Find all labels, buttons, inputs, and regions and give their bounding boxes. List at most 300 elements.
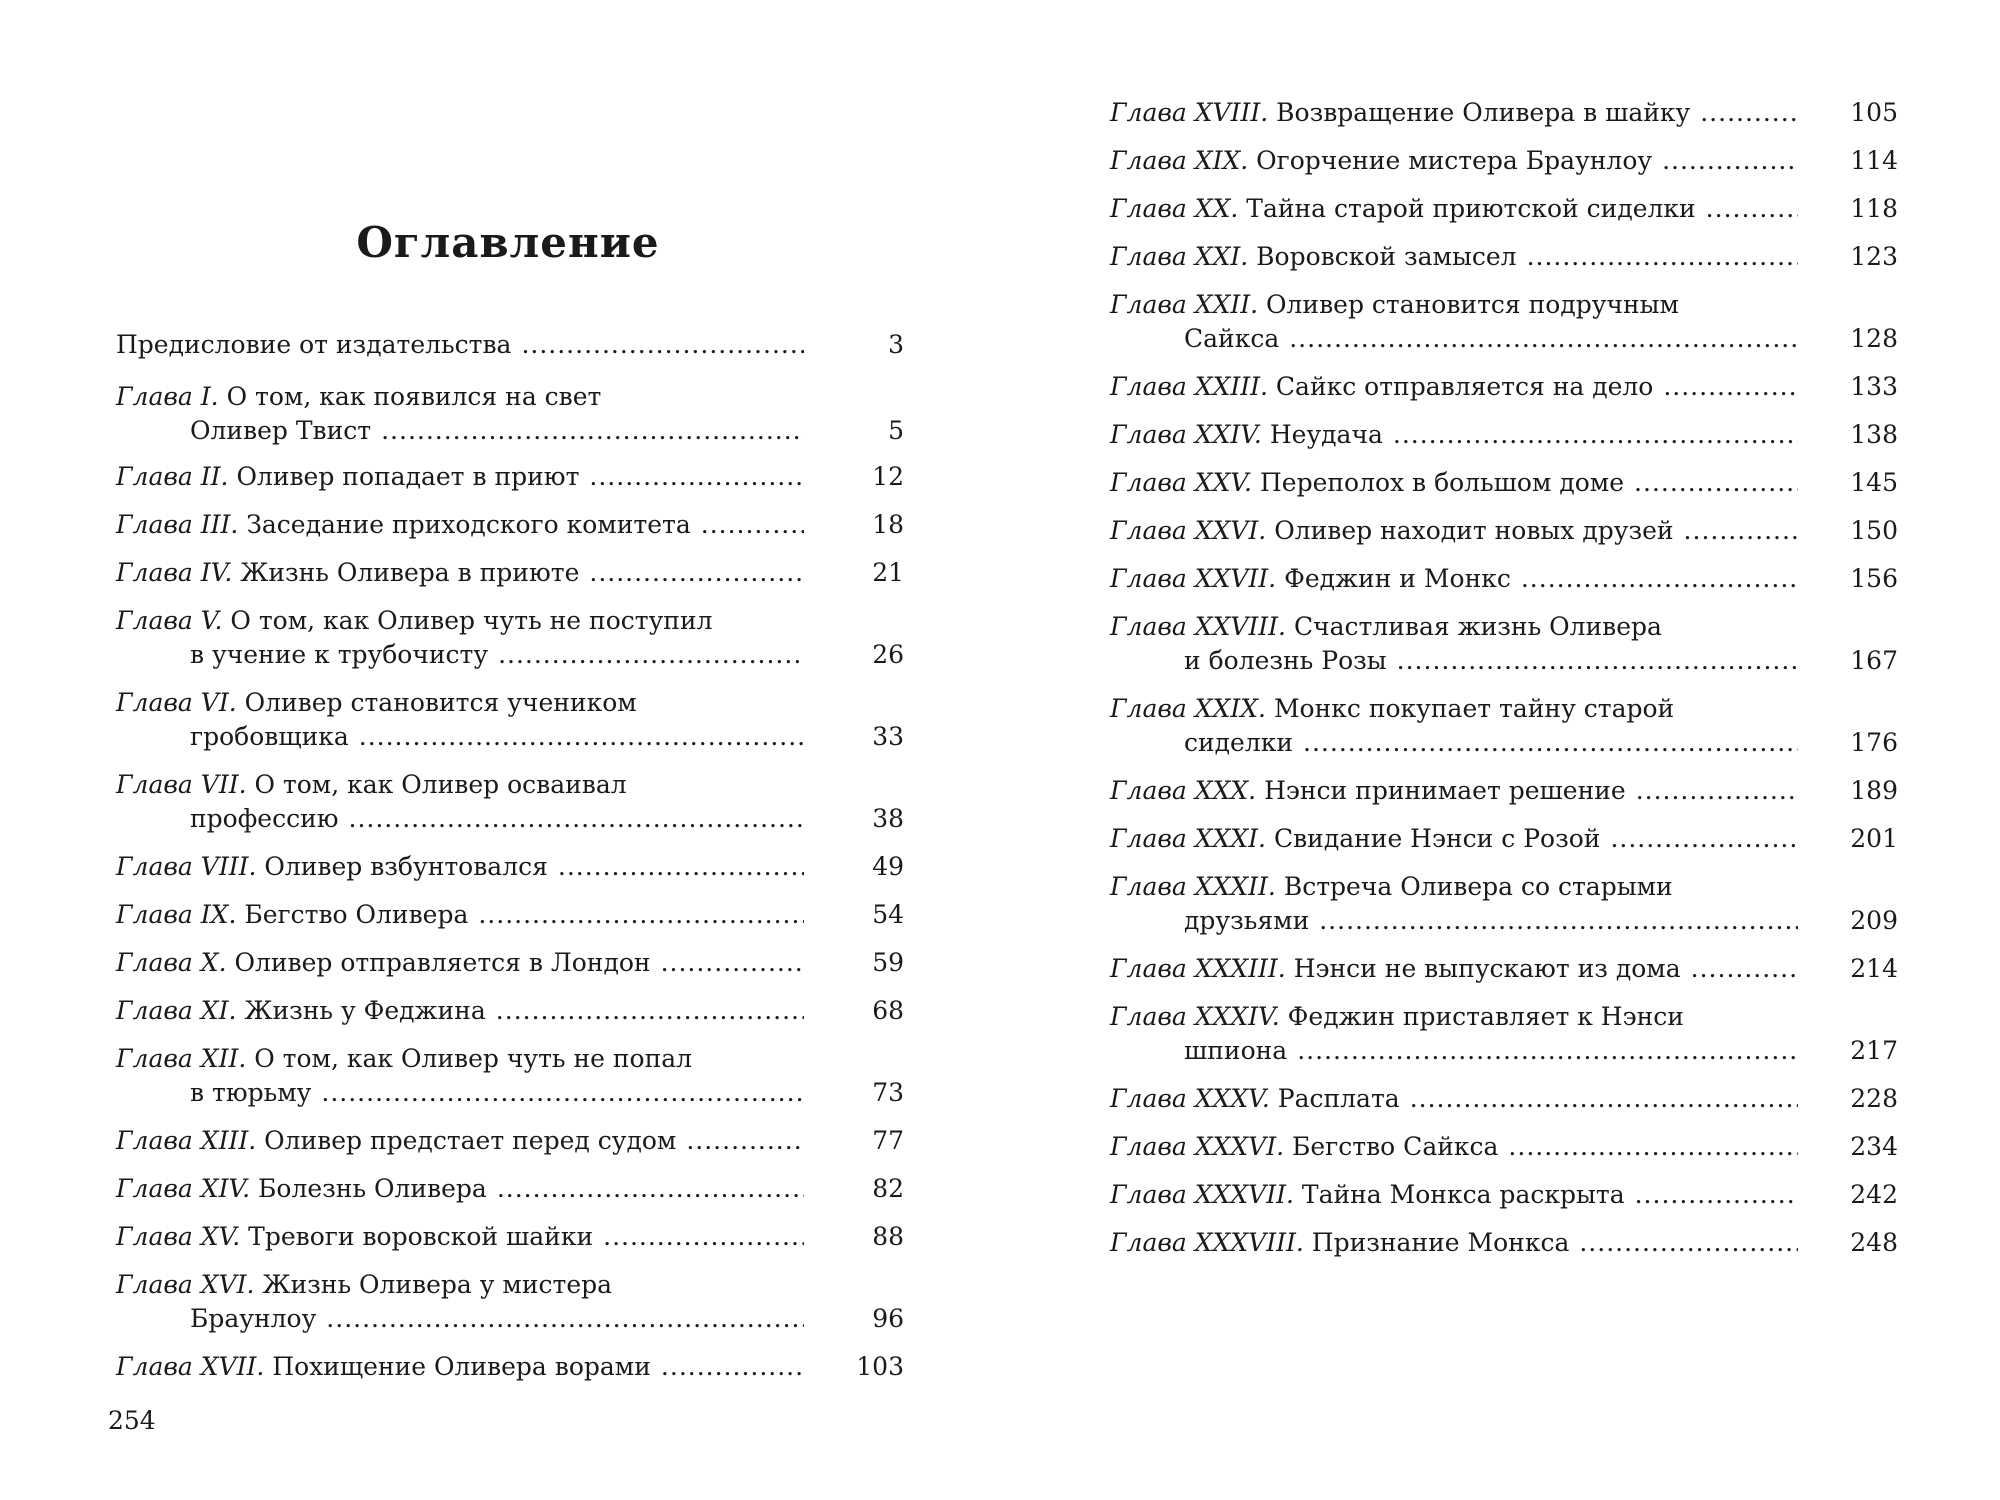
chapter-label: Глава IV. [116, 558, 233, 587]
chapter-title: Феджин и Монкс [1284, 564, 1511, 593]
chapter-label: Глава I. [116, 382, 219, 411]
toc-entry-line [1110, 1000, 1898, 1034]
toc-entry[interactable] [116, 898, 904, 932]
chapter-label: Глава XXIX. [1110, 694, 1266, 723]
toc-page-number: 68 [872, 996, 904, 1025]
toc-entry-text [116, 460, 579, 494]
dot-leader [1610, 822, 1798, 856]
toc-entry-line [1110, 514, 1898, 548]
toc-entry[interactable] [116, 686, 904, 754]
page-number: 254 [108, 1406, 156, 1435]
toc-entry[interactable] [1110, 466, 1898, 500]
toc-entry-line [116, 768, 904, 802]
chapter-title: друзьями [1184, 906, 1310, 935]
toc-page-number: 38 [872, 804, 904, 833]
chapter-label: Глава XII. [116, 1044, 247, 1073]
toc-entry-line [116, 898, 904, 932]
toc-entry-line [1110, 144, 1898, 178]
toc-entry-text [116, 898, 468, 932]
dot-leader [1319, 904, 1798, 938]
toc-entry[interactable] [116, 460, 904, 494]
toc-page-number: 118 [1850, 194, 1898, 223]
toc-entry-line [1110, 418, 1898, 452]
dot-leader [558, 850, 804, 884]
chapter-title: и болезнь Розы [1184, 646, 1387, 675]
toc-entry-line [116, 686, 904, 720]
toc-entry-line [116, 1076, 904, 1110]
toc-entry-text [116, 1268, 612, 1302]
chapter-title: Свидание Нэнси с Розой [1273, 824, 1601, 853]
toc-entry-line [1110, 644, 1898, 678]
toc-entry[interactable] [116, 946, 904, 980]
toc-entry[interactable] [1110, 514, 1898, 548]
dot-leader [359, 720, 804, 754]
toc-page-number: 77 [872, 1126, 904, 1155]
toc-entry[interactable] [1110, 1130, 1898, 1164]
chapter-label: Глава XXX. [1110, 776, 1257, 805]
chapter-title: Тайна Монкса раскрыта [1301, 1180, 1625, 1209]
toc-entry-text [1110, 774, 1626, 808]
chapter-label: Глава XXII. [1110, 290, 1259, 319]
dot-leader [589, 460, 804, 494]
toc-entry-line [1110, 952, 1898, 986]
toc-page-number: 145 [1850, 468, 1898, 497]
toc-page-number: 201 [1850, 824, 1898, 853]
chapter-label: Глава XXVI. [1110, 516, 1267, 545]
toc-entry[interactable] [1110, 1082, 1898, 1116]
toc-entry[interactable] [1110, 822, 1898, 856]
dot-leader [1663, 370, 1798, 404]
toc-page-number: 189 [1850, 776, 1898, 805]
toc-page-number: 26 [872, 640, 904, 669]
dot-leader [1635, 1178, 1798, 1212]
toc-entry-text [116, 508, 691, 542]
toc-entry-line [116, 720, 904, 754]
toc-entry-text [1110, 1178, 1625, 1212]
chapter-label: Глава XX. [1110, 194, 1239, 223]
toc-entry[interactable] [116, 380, 904, 448]
chapter-title: Переполох в большом доме [1259, 468, 1625, 497]
toc-entry-text [116, 328, 511, 362]
toc-entry-line [1110, 322, 1898, 356]
toc-entry-line [116, 604, 904, 638]
dot-leader [1634, 466, 1798, 500]
toc-entry-text [190, 638, 488, 672]
chapter-title: Неудача [1269, 420, 1383, 449]
dot-leader [1706, 192, 1798, 226]
toc-entry[interactable] [1110, 774, 1898, 808]
toc-entry-line [116, 508, 904, 542]
toc-page-number: 21 [872, 558, 904, 587]
chapter-title: Возвращение Оливера в шайку [1276, 98, 1691, 127]
dot-leader [603, 1220, 804, 1254]
toc-page-number: 103 [856, 1352, 904, 1381]
toc-entry-line [1110, 1178, 1898, 1212]
toc-entry-text [1184, 1034, 1287, 1068]
dot-leader [686, 1124, 804, 1158]
chapter-title: Воровской замысел [1256, 242, 1517, 271]
chapter-label: Глава XXXIV. [1110, 1002, 1280, 1031]
chapter-title: Оливер становится учеником [244, 688, 637, 717]
toc-entry-text [1110, 466, 1624, 500]
toc-entry-line [1110, 370, 1898, 404]
chapter-title: О том, как появился на свет [226, 382, 602, 411]
toc-entry-line [116, 802, 904, 836]
toc-title: Оглавление [356, 218, 660, 267]
toc-page-number: 209 [1850, 906, 1898, 935]
toc-entry-line [116, 1302, 904, 1336]
toc-entry-line [116, 1350, 904, 1384]
chapter-title: в учение к трубочисту [190, 640, 489, 669]
toc-entry-line [1110, 726, 1898, 760]
toc-entry[interactable] [116, 768, 904, 836]
toc-page-number: 73 [872, 1078, 904, 1107]
dot-leader [1303, 726, 1798, 760]
toc-page-number: 3 [888, 330, 904, 359]
chapter-label: Глава XVII. [116, 1352, 265, 1381]
dot-leader [1684, 514, 1798, 548]
toc-entry-text [1110, 1000, 1684, 1034]
toc-entry-text [1184, 322, 1279, 356]
toc-entry-line [1110, 96, 1898, 130]
dot-leader [1397, 644, 1798, 678]
chapter-label: Глава XXXIII. [1110, 954, 1286, 983]
chapter-title: Признание Монкса [1311, 1228, 1570, 1257]
toc-entry[interactable] [1110, 370, 1898, 404]
toc-entry-line [1110, 822, 1898, 856]
dot-leader [1297, 1034, 1798, 1068]
toc-entry-line [1110, 610, 1898, 644]
toc-entry[interactable] [116, 328, 904, 362]
toc-entry[interactable] [1110, 870, 1898, 938]
chapter-label: Глава XIII. [116, 1126, 257, 1155]
chapter-title: Оливер отправляется в Лондон [234, 948, 651, 977]
toc-entry-text [116, 604, 713, 638]
toc-entry-line [1110, 904, 1898, 938]
toc-page-number: 82 [872, 1174, 904, 1203]
dot-leader [1521, 562, 1798, 596]
chapter-title: Бегство Сайкса [1292, 1132, 1499, 1161]
toc-page-number: 156 [1850, 564, 1898, 593]
toc-entry-line [1110, 1082, 1898, 1116]
chapter-title: Оливер находит новых друзей [1274, 516, 1674, 545]
chapter-label: Глава XXVII. [1110, 564, 1277, 593]
toc-entry-text [116, 380, 601, 414]
toc-page-number: 12 [872, 462, 904, 491]
toc-entry-line [116, 328, 904, 362]
chapter-title: сиделки [1184, 728, 1294, 757]
dot-leader [498, 638, 804, 672]
toc-entry-line [116, 1124, 904, 1158]
toc-entry-text [1110, 1226, 1569, 1260]
toc-page-number: 5 [888, 416, 904, 445]
chapter-title: О том, как Оливер чуть не поступил [230, 606, 713, 635]
toc-entry-text [1110, 952, 1681, 986]
chapter-title: Нэнси принимает решение [1264, 776, 1626, 805]
chapter-title: Оливер предстает перед судом [264, 1126, 677, 1155]
chapter-title: О том, как Оливер чуть не попал [254, 1044, 693, 1073]
dot-leader [349, 802, 804, 836]
toc-page-number: 167 [1850, 646, 1898, 675]
dot-leader [321, 1076, 804, 1110]
toc-entry-text [190, 414, 371, 448]
dot-leader [1700, 96, 1798, 130]
chapter-label: Глава VIII. [116, 852, 257, 881]
chapter-title: Оливер попадает в приют [236, 462, 580, 491]
chapter-label: Глава VII. [116, 770, 247, 799]
chapter-title: Счастливая жизнь Оливера [1293, 612, 1662, 641]
chapter-label: Глава XVI. [116, 1270, 255, 1299]
chapter-label: Глава VI. [116, 688, 237, 717]
toc-entry-line [116, 850, 904, 884]
toc-entry-text [116, 850, 548, 884]
chapter-label: Глава XXXVIII. [1110, 1228, 1304, 1257]
toc-entry-text [190, 1302, 316, 1336]
toc-page-number: 150 [1850, 516, 1898, 545]
toc-entry-text [1110, 1082, 1400, 1116]
toc-page-number: 105 [1850, 98, 1898, 127]
toc-entry-text [1110, 1130, 1498, 1164]
chapter-title: Предисловие от издательства [116, 330, 512, 359]
chapter-title: Бегство Оливера [244, 900, 469, 929]
chapter-title: Оливер взбунтовался [264, 852, 548, 881]
toc-entry-line [1110, 1226, 1898, 1260]
toc-entry[interactable] [1110, 240, 1898, 274]
chapter-title: Жизнь Оливера у мистера [262, 1270, 613, 1299]
toc-entry-line [116, 1172, 904, 1206]
toc-entry-text [1110, 288, 1679, 322]
toc-entry-line [1110, 288, 1898, 322]
chapter-label: Глава XXIII. [1110, 372, 1268, 401]
toc-entry-text [116, 768, 627, 802]
chapter-label: Глава X. [116, 948, 227, 977]
toc-entry[interactable] [1110, 288, 1898, 356]
chapter-title: Жизнь Оливера в приюте [240, 558, 580, 587]
chapter-title: Монкс покупает тайну старой [1273, 694, 1675, 723]
right-page [1000, 0, 2000, 1500]
toc-entry-text [1110, 562, 1511, 596]
toc-entry[interactable] [1110, 610, 1898, 678]
dot-leader [496, 994, 804, 1028]
chapter-title: Оливер Твист [190, 416, 372, 445]
dot-leader [1662, 144, 1798, 178]
chapter-title: гробовщика [190, 722, 349, 751]
toc-entry-line [116, 380, 904, 414]
toc-entry-text [116, 1042, 692, 1076]
toc-entry[interactable] [1110, 144, 1898, 178]
toc-entry[interactable] [1110, 1178, 1898, 1212]
toc-entry[interactable] [1110, 1226, 1898, 1260]
toc-entry[interactable] [1110, 692, 1898, 760]
chapter-label: Глава XXIV. [1110, 420, 1262, 449]
toc-page-number: 123 [1850, 242, 1898, 271]
toc-page-number: 49 [872, 852, 904, 881]
chapter-title: в тюрьму [190, 1078, 312, 1107]
chapter-label: Глава XXXV. [1110, 1084, 1270, 1113]
toc-entry-line [116, 638, 904, 672]
chapter-title: Феджин приставляет к Нэнси [1287, 1002, 1684, 1031]
toc-entry[interactable] [116, 1124, 904, 1158]
toc-entry-text [1110, 240, 1517, 274]
toc-entry[interactable] [116, 1172, 904, 1206]
toc-page-number: 242 [1850, 1180, 1898, 1209]
toc-entry-line [116, 1268, 904, 1302]
toc-page-number: 54 [872, 900, 904, 929]
chapter-label: Глава III. [116, 510, 239, 539]
toc-page-number: 133 [1850, 372, 1898, 401]
chapter-title: шпиона [1184, 1036, 1288, 1065]
chapter-title: Встреча Оливера со старыми [1283, 872, 1673, 901]
toc-entry-line [1110, 1034, 1898, 1068]
chapter-title: Оливер становится подручным [1266, 290, 1679, 319]
chapter-title: Тайна старой приютской сиделки [1246, 194, 1696, 223]
toc-entry-text [116, 1350, 651, 1384]
chapter-label: Глава XVIII. [1110, 98, 1269, 127]
chapter-title: Огорчение мистера Браунлоу [1256, 146, 1653, 175]
chapter-label: Глава XV. [116, 1222, 241, 1251]
toc-entry-line [1110, 1130, 1898, 1164]
toc-page-number: 176 [1850, 728, 1898, 757]
toc-entry[interactable] [1110, 96, 1898, 130]
toc-entry[interactable] [1110, 418, 1898, 452]
toc-entry[interactable] [1110, 952, 1898, 986]
toc-entry-text [116, 1124, 676, 1158]
chapter-label: Глава XXXVI. [1110, 1132, 1285, 1161]
dot-leader [381, 414, 804, 448]
toc-entry-text [1184, 644, 1387, 678]
chapter-title: Браунлоу [190, 1304, 317, 1333]
dot-leader [701, 508, 804, 542]
chapter-title: Нэнси не выпускают из дома [1293, 954, 1681, 983]
toc-page-number: 234 [1850, 1132, 1898, 1161]
toc-entry-text [1110, 370, 1653, 404]
toc-entry-line [1110, 692, 1898, 726]
toc-entry-line [1110, 870, 1898, 904]
toc-entry-text [190, 720, 349, 754]
toc-page-number: 217 [1850, 1036, 1898, 1065]
toc-entry-text [116, 946, 651, 980]
toc-entry[interactable] [1110, 192, 1898, 226]
chapter-label: Глава XXXII. [1110, 872, 1276, 901]
toc-entry-line [1110, 240, 1898, 274]
dot-leader [1410, 1082, 1798, 1116]
toc-entry-line [116, 1042, 904, 1076]
toc-entry-text [1110, 514, 1674, 548]
dot-leader [1691, 952, 1798, 986]
dot-leader [478, 898, 804, 932]
toc-entry[interactable] [116, 604, 904, 672]
toc-entry[interactable] [116, 556, 904, 590]
toc-entry[interactable] [116, 1042, 904, 1110]
dot-leader [1579, 1226, 1798, 1260]
chapter-title: Жизнь у Феджина [244, 996, 486, 1025]
chapter-label: Глава XXI. [1110, 242, 1249, 271]
toc-entry-line [1110, 192, 1898, 226]
toc-entry-text [1184, 726, 1293, 760]
toc-page-number: 248 [1850, 1228, 1898, 1257]
toc-page-number: 138 [1850, 420, 1898, 449]
chapter-title: Расплата [1277, 1084, 1400, 1113]
chapter-title: Похищение Оливера ворами [272, 1352, 651, 1381]
toc-entry-text [190, 802, 339, 836]
chapter-label: Глава II. [116, 462, 229, 491]
chapter-label: Глава XXXI. [1110, 824, 1266, 853]
chapter-label: Глава IX. [116, 900, 237, 929]
toc-page-number: 214 [1850, 954, 1898, 983]
toc-entry-text [116, 994, 486, 1028]
dot-leader [521, 328, 804, 362]
toc-entry-line [116, 1220, 904, 1254]
toc-entry-line [1110, 774, 1898, 808]
chapter-label: Глава XI. [116, 996, 237, 1025]
chapter-label: Глава XXVIII. [1110, 612, 1287, 641]
toc-entry-text [1110, 692, 1674, 726]
toc-page-number: 88 [872, 1222, 904, 1251]
toc-entry-text [1110, 822, 1600, 856]
dot-leader [497, 1172, 804, 1206]
chapter-title: Сайкса [1184, 324, 1280, 353]
chapter-title: Тревоги воровской шайки [248, 1222, 594, 1251]
toc-entry-text [190, 1076, 311, 1110]
toc-entry-line [116, 946, 904, 980]
toc-entry-line [1110, 466, 1898, 500]
toc-entry-line [1110, 562, 1898, 596]
chapter-label: Глава XIV. [116, 1174, 251, 1203]
chapter-title: профессию [190, 804, 339, 833]
dot-leader [589, 556, 804, 590]
toc-page-number: 128 [1850, 324, 1898, 353]
toc-entry[interactable] [116, 994, 904, 1028]
toc-entry-text [116, 1172, 487, 1206]
toc-entry-text [116, 686, 637, 720]
toc-entry[interactable] [116, 508, 904, 542]
dot-leader [661, 1350, 804, 1384]
toc-entry-text [1110, 418, 1383, 452]
toc-page-number: 18 [872, 510, 904, 539]
chapter-title: О том, как Оливер осваивал [254, 770, 627, 799]
dot-leader [326, 1302, 804, 1336]
dot-leader [661, 946, 804, 980]
toc-page-number: 33 [872, 722, 904, 751]
toc-entry-text [116, 556, 579, 590]
toc-entry-text [1184, 904, 1309, 938]
chapter-label: Глава XIX. [1110, 146, 1249, 175]
toc-entry[interactable] [1110, 1000, 1898, 1068]
dot-leader [1508, 1130, 1798, 1164]
toc-entry[interactable] [1110, 562, 1898, 596]
toc-page-number: 228 [1850, 1084, 1898, 1113]
chapter-label: Глава XXV. [1110, 468, 1253, 497]
toc-entry-text [1110, 610, 1662, 644]
chapter-label: Глава XXXVII. [1110, 1180, 1294, 1209]
toc-entry[interactable] [116, 1268, 904, 1336]
chapter-label: Глава V. [116, 606, 223, 635]
dot-leader [1636, 774, 1798, 808]
toc-entry-line [116, 994, 904, 1028]
toc-entry-text [1110, 96, 1690, 130]
toc-entry-text [1110, 870, 1673, 904]
chapter-title: Сайкс отправляется на дело [1275, 372, 1654, 401]
toc-page-number: 114 [1850, 146, 1898, 175]
toc-entry-line [116, 556, 904, 590]
chapter-title: Болезнь Оливера [258, 1174, 487, 1203]
toc-entry[interactable] [116, 1350, 904, 1384]
toc-entry-line [116, 460, 904, 494]
chapter-title: Заседание приходского комитета [246, 510, 691, 539]
toc-entry[interactable] [116, 850, 904, 884]
toc-entry[interactable] [116, 1220, 904, 1254]
toc-entry-line [116, 414, 904, 448]
